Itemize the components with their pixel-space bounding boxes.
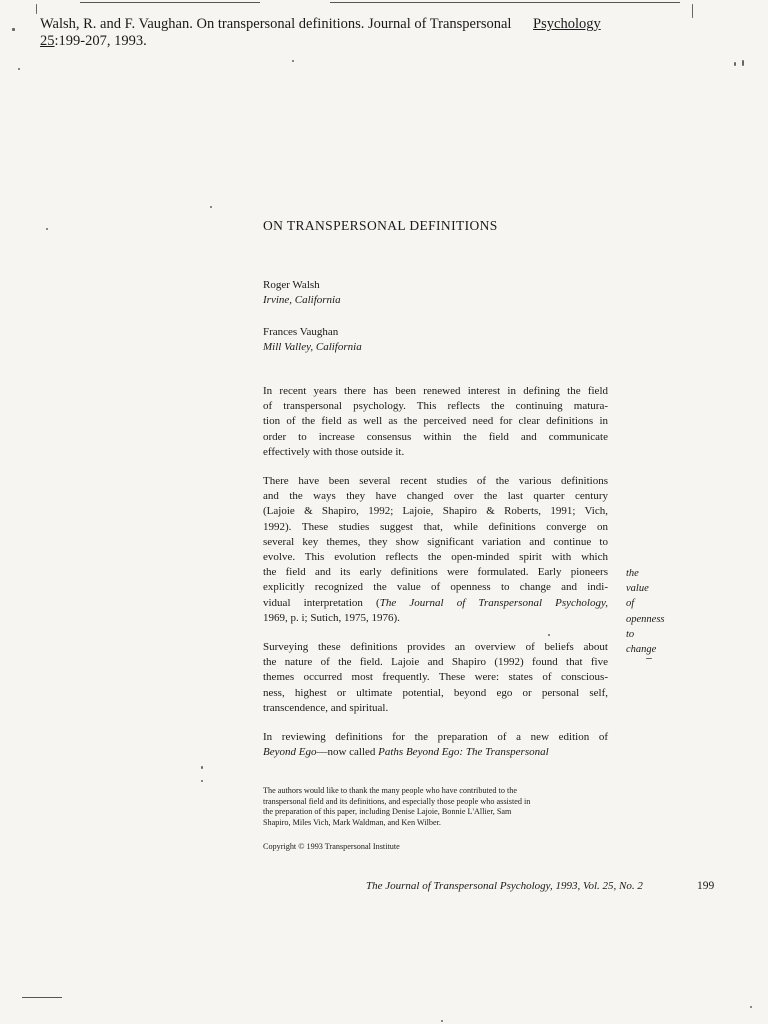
paragraph-3 xyxy=(263,640,608,716)
citation-journal-tail: Psychology xyxy=(533,16,601,32)
scan-mark xyxy=(742,60,744,66)
scan-mark xyxy=(750,1006,752,1008)
author-name: Roger Walsh xyxy=(263,279,320,291)
running-footer: The Journal of Transpersonal Psychology, 1993, Vol. 25, No. 2 xyxy=(366,880,643,892)
author-name: Frances Vaughan xyxy=(263,326,339,338)
paragraph-2 xyxy=(263,474,608,626)
page-number: 199 xyxy=(697,880,715,892)
footnote-line: the preparation of this paper, including Denise Lajoie, Bonnie L'Allier, Sam xyxy=(263,807,512,817)
text-line: effectively with those outside it. xyxy=(263,445,405,458)
text-line: and the ways they have changed over the last quarter century xyxy=(263,490,608,503)
text-fragment: vidual interpretation ( xyxy=(263,596,380,609)
text-line: themes occurred most frequently. These were: states of conscious- xyxy=(263,671,608,684)
text-line: several key themes, they show significant variation and continue to xyxy=(263,535,608,548)
margin-note xyxy=(626,566,665,657)
margin-word: the xyxy=(626,568,639,579)
copyright-notice: Copyright © 1993 Transpersonal Institute xyxy=(263,842,400,851)
text-line: transcendence, and spiritual. xyxy=(263,701,389,714)
text-line xyxy=(263,596,608,611)
scan-mark xyxy=(210,206,212,208)
author-affiliation: Irvine, California xyxy=(263,294,341,306)
text-line: In recent years there has been renewed interest in defining the field xyxy=(263,385,608,397)
paragraph-4 xyxy=(263,730,608,760)
scan-mark xyxy=(441,1020,443,1022)
text-line: Surveying these definitions provides an overview of beliefs about xyxy=(263,641,608,653)
journal-reference: The Journal of Transpersonal Psychology, xyxy=(379,596,608,609)
citation-pages-year: :199-207, 1993. xyxy=(54,33,147,49)
text-line: 1992). These studies suggest that, while definitions converge on xyxy=(263,520,608,533)
article-title: ON TRANSPERSONAL DEFINITIONS xyxy=(263,218,498,233)
text-line: the field and its early definitions were formulated. Early pioneers xyxy=(263,566,608,579)
margin-word: change xyxy=(626,644,657,656)
text-line: 1969, p. i; Sutich, 1975, 1976). xyxy=(263,611,400,624)
text-line: explicitly recognized the value of openness to change and indi- xyxy=(263,581,608,594)
margin-word: openness xyxy=(626,613,665,625)
text-line: the nature of the field. Lajoie and Shapiro (1992) found that five xyxy=(263,656,608,669)
scan-mark xyxy=(692,4,693,18)
scan-rule xyxy=(22,997,62,998)
text-line: (Lajoie & Shapiro, 1992; Lajoie, Shapiro & Roberts, 1991; Vich, xyxy=(263,505,608,518)
paragraph-1 xyxy=(263,384,608,460)
author-affiliation: Mill Valley, California xyxy=(263,341,362,353)
scan-rule xyxy=(80,2,260,3)
scan-mark xyxy=(734,62,736,66)
scan-mark xyxy=(201,780,203,782)
margin-word: to xyxy=(626,628,635,640)
text-line: tion of the field as well as the perceived need for clear definitions in xyxy=(263,415,608,428)
scan-rule xyxy=(330,2,680,3)
text-line: order to increase consensus within the field and communicate xyxy=(263,430,608,443)
scan-mark xyxy=(12,28,15,31)
citation-line1: Walsh, R. and F. Vaughan. On transpersonal definitions. Journal of Transpersonal xyxy=(40,16,512,32)
scan-mark xyxy=(36,4,37,14)
scan-mark xyxy=(46,228,48,230)
text-line: ness, highest or ultimate potential, beyond ego or personal self, xyxy=(263,686,608,699)
margin-word: value xyxy=(626,583,649,595)
book-title: Paths Beyond Ego: The Transpersonal xyxy=(378,746,549,759)
scan-mark xyxy=(548,634,550,636)
scan-mark xyxy=(292,60,294,62)
text-line: There have been several recent studies of the various definitions xyxy=(263,475,608,487)
footnote xyxy=(263,786,603,828)
footnote-line: The authors would like to thank the many people who have contributed to the xyxy=(263,786,517,795)
scan-mark xyxy=(646,658,652,659)
footnote-line: transpersonal field and its definitions, and especially those people who assisted in xyxy=(263,796,531,806)
text-line xyxy=(263,745,608,760)
text-line: evolve. This evolution reflects the open-minded spirit with which xyxy=(263,550,608,563)
text-fragment: —now called xyxy=(316,746,379,759)
citation-volume: 25 xyxy=(40,33,55,49)
scan-mark xyxy=(18,68,20,70)
text-line: In reviewing definitions for the preparation of a new edition of xyxy=(263,731,608,743)
author-block-2 xyxy=(263,325,362,355)
footnote-line: Shapiro, Miles Vich, Mark Waldman, and Ken Wilber. xyxy=(263,817,441,827)
book-title: Beyond Ego xyxy=(263,746,317,759)
author-block-1 xyxy=(263,278,341,308)
scan-mark xyxy=(201,766,203,769)
text-line: of transpersonal psychology. This reflects the continuing matura- xyxy=(263,400,608,413)
margin-word: of xyxy=(626,598,635,610)
